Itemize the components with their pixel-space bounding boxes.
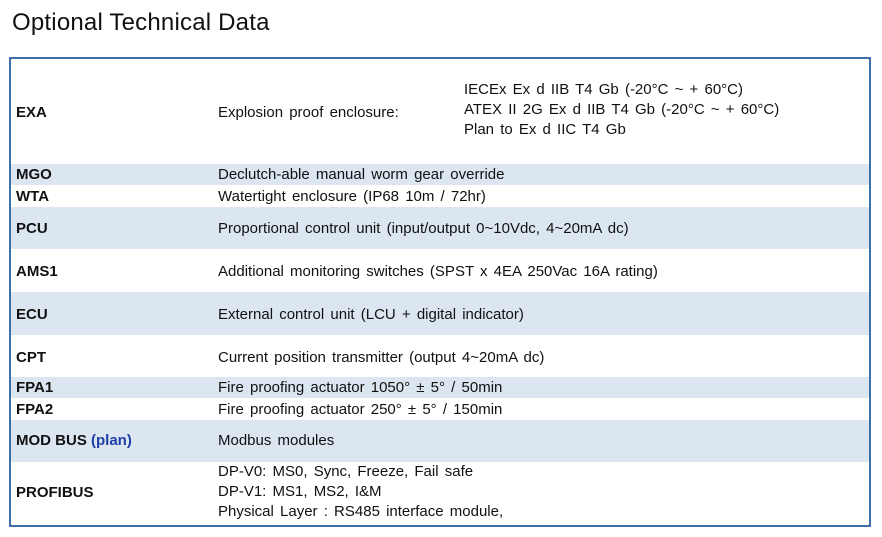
option-code: PCU bbox=[16, 220, 48, 237]
table-row-profibus bbox=[11, 462, 869, 525]
option-code: PROFIBUS bbox=[16, 484, 94, 501]
option-code bbox=[16, 431, 132, 450]
table-row-modbus bbox=[11, 420, 869, 462]
table-row-wta bbox=[11, 185, 869, 207]
technical-data-table bbox=[9, 57, 871, 527]
option-code: AMS1 bbox=[16, 263, 58, 280]
option-description: Modbus modules bbox=[218, 432, 335, 449]
option-description: Current position transmitter (output 4~20mA dc) bbox=[218, 349, 545, 366]
table-row-cpt bbox=[11, 335, 869, 377]
option-description: Explosion proof enclosure: bbox=[218, 104, 399, 121]
option-description: Watertight enclosure (IP68 10m / 72hr) bbox=[218, 188, 486, 205]
table-row-ams1 bbox=[11, 249, 869, 292]
page-title: Optional Technical Data bbox=[12, 9, 270, 36]
option-code: EXA bbox=[16, 104, 47, 121]
option-code: ECU bbox=[16, 306, 48, 323]
option-code: CPT bbox=[16, 349, 46, 366]
option-description bbox=[218, 462, 503, 522]
table-row-fpa1 bbox=[11, 377, 869, 398]
option-code: FPA1 bbox=[16, 379, 54, 396]
description-line: DP-V0: MS0, Sync, Freeze, Fail safe bbox=[218, 463, 474, 480]
certification-line: ATEX II 2G Ex d IIB T4 Gb (-20°C ~ + 60°C) bbox=[464, 101, 780, 118]
certification-line: Plan to Ex d IIC T4 Gb bbox=[464, 121, 626, 138]
certification-list bbox=[464, 80, 779, 140]
description-line: DP-V1: MS1, MS2, I&M bbox=[218, 483, 382, 500]
option-description: Fire proofing actuator 1050° ± 5° / 50min bbox=[218, 379, 503, 396]
table-row-mgo bbox=[11, 164, 869, 185]
plan-note: (plan) bbox=[91, 432, 132, 449]
option-description: Declutch-able manual worm gear override bbox=[218, 166, 505, 183]
option-code: WTA bbox=[16, 188, 50, 205]
table-row-exa bbox=[11, 59, 869, 164]
option-description: Proportional control unit (input/output 0~10Vdc, 4~20mA dc) bbox=[218, 220, 629, 237]
option-code: MGO bbox=[16, 166, 52, 183]
description-line: Physical Layer : RS485 interface module, bbox=[218, 503, 504, 520]
table-row-pcu bbox=[11, 207, 869, 249]
option-description: Fire proofing actuator 250° ± 5° / 150min bbox=[218, 401, 503, 418]
certification-line: IECEx Ex d IIB T4 Gb (-20°C ~ + 60°C) bbox=[464, 81, 743, 98]
table-row-ecu bbox=[11, 292, 869, 335]
option-code-text: MOD BUS bbox=[16, 432, 87, 449]
option-description: Additional monitoring switches (SPST x 4EA 250Vac 16A rating) bbox=[218, 263, 658, 280]
option-description: External control unit (LCU + digital indicator) bbox=[218, 306, 524, 323]
option-code: FPA2 bbox=[16, 401, 54, 418]
table-row-fpa2 bbox=[11, 398, 869, 420]
